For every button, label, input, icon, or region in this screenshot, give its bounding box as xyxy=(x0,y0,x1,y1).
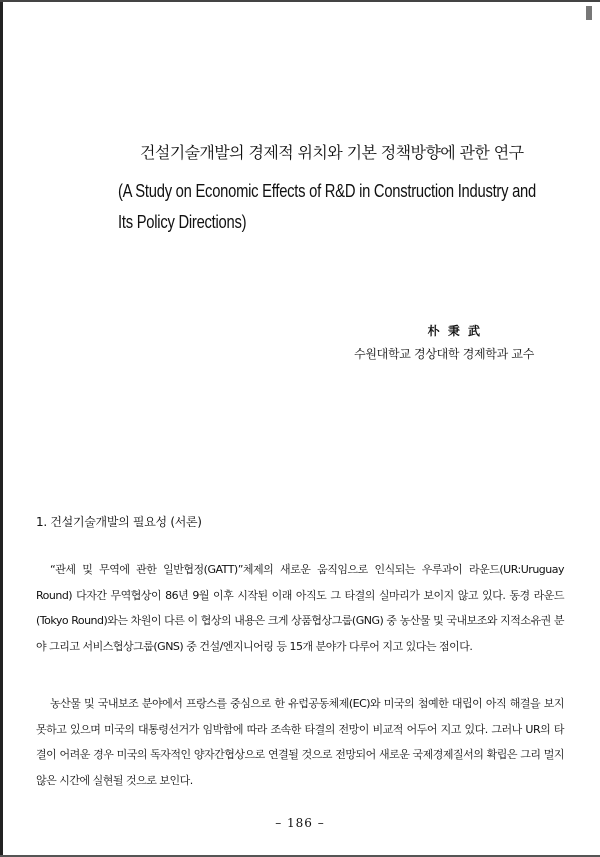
body-paragraph-2: 농산물 및 국내보조 분야에서 프랑스를 중심으로 한 유럽공동체제(EC)와 미국의 첨예한 대립이 아직 해결을 보지 못하고 있으며 미국의 대통령선거가 임박함에 따라 조속한 타결의 전망이 비교적 어두어 지고 있다. 그러나 UR의 타결이 어려운 경우 미국의 독자적인 양자간협상으로 연결될 것으로 전망되어 새로운 국제경제질서의 확립은 그리 멀지 않은 시간에 실현될 것으로 보인다. xyxy=(36,697,564,787)
page-edge-left xyxy=(0,0,3,857)
author-name: 朴 秉 武 xyxy=(427,324,482,338)
title-block xyxy=(118,140,558,238)
title-english: (A Study on Economic Effects of R&D in Construction Industry and Its Policy Directions) xyxy=(118,181,536,232)
page-edge-top xyxy=(0,0,600,2)
body-paragraph-1: “관세 및 무역에 관한 일반협정(GATT)”체제의 새로운 움직임으로 인식되는 우루과이 라운드(UR:Uruguay Round) 다자간 무역협상이 86년 9월 이후 시작된 이래 아직도 그 타결의 실마리가 보이지 않고 있다. 동경 라운드(Tokyo Round)와는 차원이 다른 이 협상의 내용은 크게 상품협상그룹(GNG) 중 농산물 및 국내보조와 지적소유권 분야 그리고 서비스협상그룹(GNS) 중 건설/엔지니어링 등 15개 분야가 다루어 지고 있다는 점이다. xyxy=(36,563,564,653)
author-block xyxy=(354,322,534,362)
author-affiliation: 수원대학교 경상대학 경제학과 교수 xyxy=(354,347,534,361)
section-heading: 1. 건설기술개발의 필요성 (서론) xyxy=(36,515,202,529)
page-number: – 186 – xyxy=(275,816,325,830)
scan-mark xyxy=(586,6,592,20)
title-korean: 건설기술개발의 경제적 위치와 기본 정책방향에 관한 연구 xyxy=(140,143,524,162)
